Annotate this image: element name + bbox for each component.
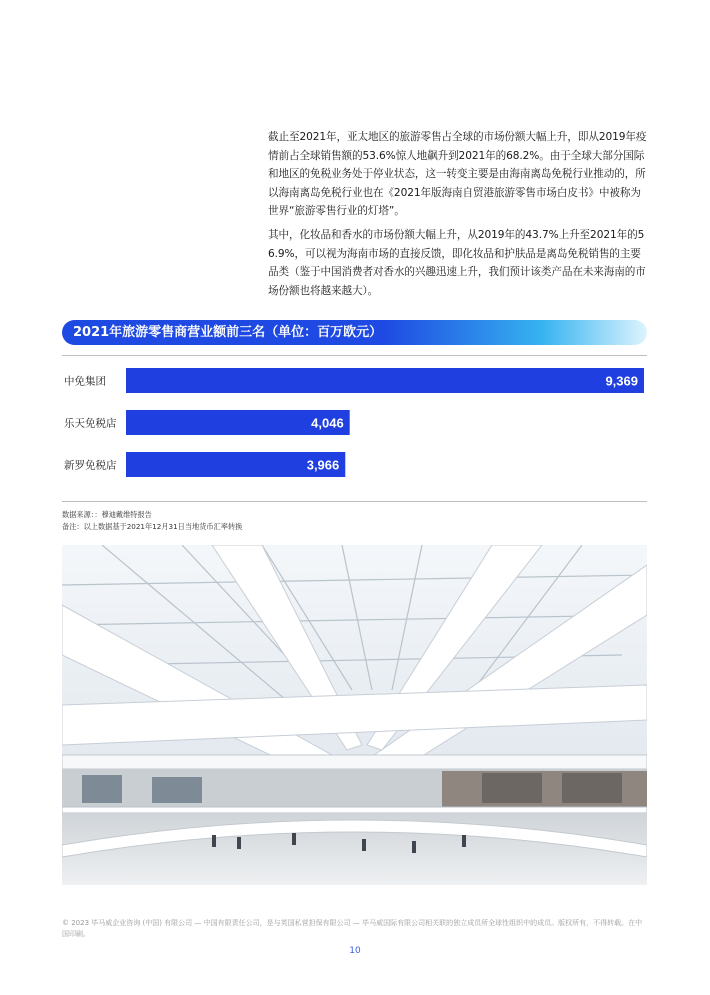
bar-category-label: 新罗免税店 [64, 459, 117, 472]
bar-chart [62, 355, 647, 502]
bar [126, 368, 644, 393]
body-paragraph-2: 其中，化妆品和香水的市场份额大幅上升，从2019年的43.7%上升至2021年的56.9%，可以视为海南市场的直接反馈，即化妆品和护肤品是离岛免税销售的主要品类（鉴于中国消费者对香水的兴趣迅速上升，我们预计该类产品在未来海南的市场份额也将越来越大）。 [268, 229, 646, 297]
atrium-illustration [62, 545, 647, 885]
page-number: 10 [349, 946, 361, 956]
bar-chart-svg [62, 356, 647, 501]
bar-value-label: 9,369 [605, 373, 638, 389]
bar-value-label: 4,046 [311, 415, 344, 431]
body-paragraph-1: 截止至2021年，亚太地区的旅游零售占全球的市场份额大幅上升，即从2019年疫情前占全球销售额的53.6%惊人地飙升到2021年的68.2%。由于全球大部分国际和地区的免税业务处于停业状态，这一转变主要是由海南离岛免税行业推动的，所以海南离岛免税行业也在《2021年版海南自贸港旅游零售市场白皮书》中被称为世界“旅游零售行业的灯塔”。 [268, 131, 647, 218]
remark-note: 备注：以上数据基于2021年12月31日当地货币汇率转换 [62, 522, 243, 531]
bar-category-label: 乐天免税店 [64, 417, 117, 430]
bar-category-label: 中免集团 [64, 375, 106, 388]
bar-value-label: 3,966 [306, 457, 340, 473]
data-source-note: 数据来源：：穆迪戴维特报告 [62, 510, 152, 519]
chart-title: 2021年旅游零售商营业额前三名（单位：百万欧元） [62, 320, 647, 345]
legal-footer: © 2023 毕马威企业咨询 (中国) 有限公司 — 中国有限责任公司，是与英国私营担保有限公司 — 毕马威国际有限公司相关联的独立成员所全球性组织中的成员。版权所有，不得转载。在中国印刷。 [62, 919, 643, 938]
atrium-photo [62, 545, 647, 885]
